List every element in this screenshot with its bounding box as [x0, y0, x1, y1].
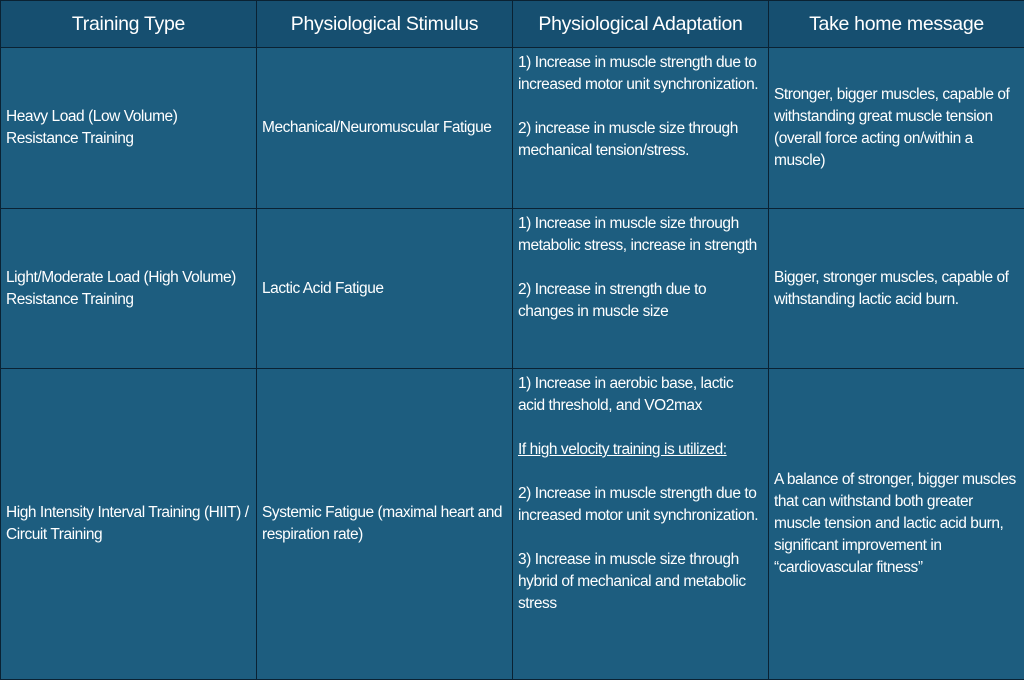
adaptation-item: 1) Increase in muscle strength due to increased motor unit synchronization. — [518, 52, 763, 96]
table-row — [1, 209, 1024, 369]
header-stimulus: Physiological Stimulus — [257, 1, 513, 48]
cell-training-type: Heavy Load (Low Volume) Resistance Training — [1, 48, 257, 209]
cell-stimulus: Lactic Acid Fatigue — [257, 209, 513, 369]
cell-adaptation — [513, 369, 769, 680]
adaptation-item: 2) increase in muscle size through mechanical tension/stress. — [518, 118, 763, 162]
cell-adaptation — [513, 209, 769, 369]
cell-take-home: Bigger, stronger muscles, capable of withstanding lactic acid burn. — [769, 209, 1024, 369]
adaptation-item: 1) Increase in aerobic base, lactic acid threshold, and VO2max — [518, 373, 763, 417]
cell-stimulus: Mechanical/Neuromuscular Fatigue — [257, 48, 513, 209]
adaptation-item: 2) Increase in muscle strength due to increased motor unit synchronization. — [518, 483, 763, 527]
cell-stimulus: Systemic Fatigue (maximal heart and respiration rate) — [257, 369, 513, 680]
table-body — [1, 48, 1024, 680]
header-row — [1, 1, 1024, 48]
cell-take-home: Stronger, bigger muscles, capable of withstanding great muscle tension (overall force acting on/within a muscle) — [769, 48, 1024, 209]
table-row — [1, 48, 1024, 209]
adaptation-item: 2) Increase in strength due to changes in muscle size — [518, 279, 763, 323]
cell-training-type: Light/Moderate Load (High Volume) Resistance Training — [1, 209, 257, 369]
header-take-home: Take home message — [769, 1, 1024, 48]
table-header — [1, 1, 1024, 48]
header-adaptation: Physiological Adaptation — [513, 1, 769, 48]
cell-take-home: A balance of stronger, bigger muscles that can withstand both greater muscle tension and lactic acid burn, significant improvement in “cardiovascular fitness” — [769, 369, 1024, 680]
header-training-type: Training Type — [1, 1, 257, 48]
adaptation-condition: If high velocity training is utilized: — [518, 439, 763, 461]
adaptation-item: 3) Increase in muscle size through hybrid of mechanical and metabolic stress — [518, 549, 763, 615]
cell-training-type: High Intensity Interval Training (HIIT) / Circuit Training — [1, 369, 257, 680]
adaptation-item: 1) Increase in muscle size through metabolic stress, increase in strength — [518, 213, 763, 257]
table-row — [1, 369, 1024, 680]
cell-adaptation — [513, 48, 769, 209]
